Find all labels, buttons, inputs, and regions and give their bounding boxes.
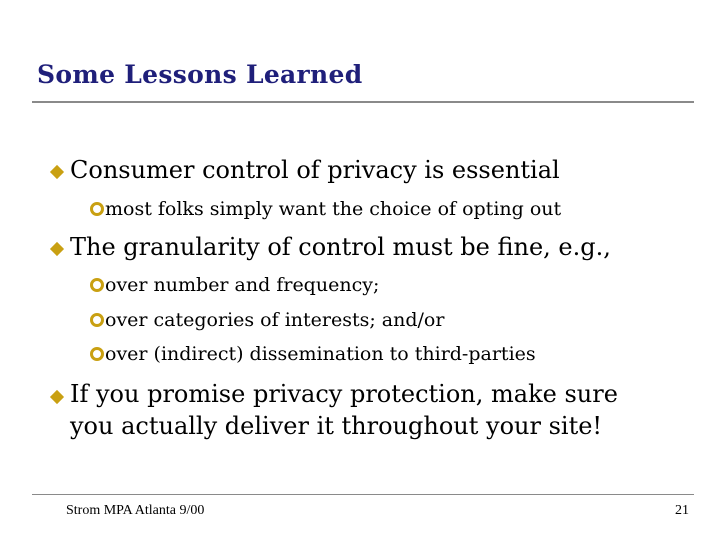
footer-divider [32,494,694,495]
subbullet-opting-out: most folks simply want the choice of opting out [105,198,562,220]
bullet-promise-line1: If you promise privacy protection, make sure [70,380,618,408]
diamond-bullet-icon [50,242,64,256]
page-number: 21 [675,503,689,518]
diamond-bullet-icon [50,390,64,404]
footer-presenter-info: Strom MPA Atlanta 9/00 [66,503,205,518]
ring-bullet-icon [90,347,104,361]
ring-bullet-icon [90,313,104,327]
ring-bullet-icon [90,278,104,292]
subbullet-categories: over categories of interests; and/or [105,309,445,331]
subbullet-dissemination: over (indirect) dissemination to third-parties [105,343,536,365]
diamond-bullet-icon [50,165,64,179]
title-divider [32,101,694,103]
slide-title: Some Lessons Learned [37,60,363,89]
bullet-consumer-control: Consumer control of privacy is essential [70,156,560,184]
bullet-granularity: The granularity of control must be fine, e.g., [70,233,611,261]
subbullet-number-frequency: over number and frequency; [105,274,380,296]
bullet-promise-line2: you actually deliver it throughout your site! [70,412,603,440]
ring-bullet-icon [90,202,104,216]
